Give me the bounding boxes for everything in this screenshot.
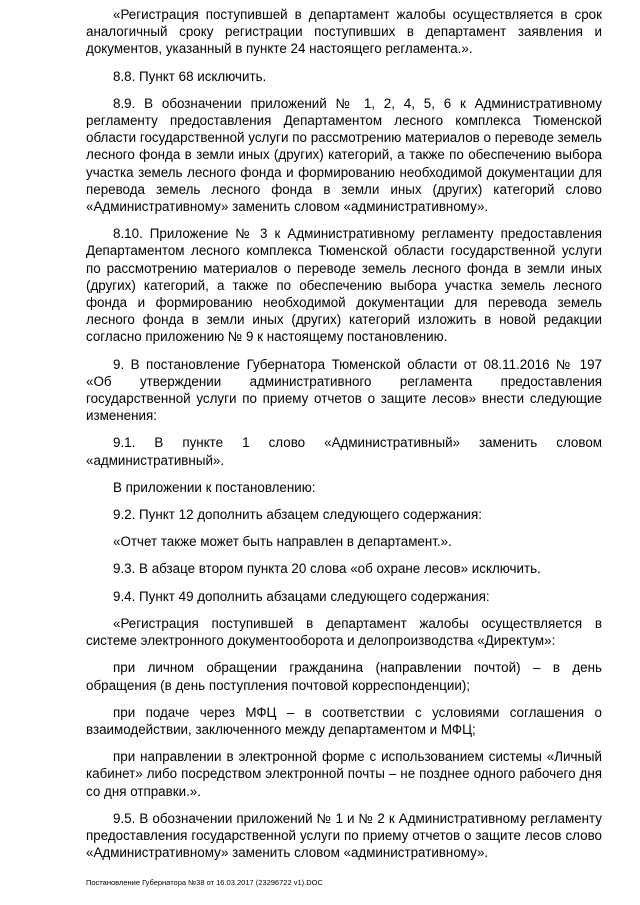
document-footer: Постановление Губернатора №38 от 16.03.2017 (23296722 v1).DOC: [86, 878, 323, 887]
paragraph: «Регистрация поступившей в департамент жалобы осуществляется в системе электронного документооборота и делопроизводства «Директум»:: [86, 615, 602, 649]
paragraph: 9.1. В пункте 1 слово «Административный» заменить словом «административный».: [86, 435, 602, 468]
paragraph: при направлении в электронной форме с использованием системы «Личный кабинет» либо посредством электронной почты – не позднее одного рабочего дня со дня отправки.».: [86, 749, 602, 799]
paragraph: «Отчет также может быть направлен в департамент.».: [113, 534, 452, 550]
paragraph: при подаче через МФЦ – в соответствии с условиями соглашения о взаимодействии, заключенного между департаментом и МФЦ;: [86, 704, 602, 737]
paragraph: 9.2. Пункт 12 дополнить абзацем следующего содержания:: [113, 507, 482, 523]
paragraph: при личном обращении гражданина (направлении почтой) – в день обращения (в день поступления почтовой корреспонденции);: [86, 660, 602, 693]
paragraph: 9.4. Пункт 49 дополнить абзацами следующего содержания:: [113, 588, 490, 604]
paragraph: 9. В постановление Губернатора Тюменской области от 08.11.2016 № 197 «Об утверждении административного регламента предоставления государственной услуги по приему отчетов о защите лесов» внести следующие изменения:: [86, 356, 602, 424]
paragraph: «Регистрация поступившей в департамент жалобы осуществляется в срок аналогичный сроку регистрации поступивших в департамент заявления и документов, указанный в пункте 24 настоящего регламента.».: [86, 7, 602, 57]
paragraph: 9.5. В обозначении приложений № 1 и № 2 к Административному регламенту предоставления государственной услуги по приему отчетов о защите лесов слово «Административному» заменить словом «административному».: [86, 810, 602, 861]
paragraph: В приложении к постановлению:: [113, 479, 316, 495]
document-body: [86, 6, 602, 871]
paragraph: 8.9. В обозначении приложений № 1, 2, 4, 5, 6 к Административному регламенту предоставления Департаментом лесного комплекса Тюменской области государственной услуги по рассмотрению материалов о переводе земель лесного фонда в земли иных (других) категорий, а также по обеспечению выбора участка земель лесного фонда и формированию необходимой документации для перевода земель лесного фонда в земли иных (других) категорий слово «Административному» заменить словом «административному».: [86, 95, 602, 215]
paragraph: 8.10. Приложение № 3 к Административному регламенту предоставления Департаментом лесного комплекса Тюменской области государственной услуги по рассмотрению материалов о переводе земель лесного фонда в земли иных (других) категорий, а также по обеспечению выбора участка земель лесного фонда и формированию необходимой документации для перевода земель лесного фонда в земли иных (других) категорий изложить в новой редакции согласно приложению № 9 к настоящему постановлению.: [86, 226, 602, 345]
paragraph: 9.3. В абзаце втором пункта 20 слова «об охране лесов» исключить.: [113, 561, 541, 577]
paragraph: 8.8. Пункт 68 исключить.: [113, 68, 267, 84]
